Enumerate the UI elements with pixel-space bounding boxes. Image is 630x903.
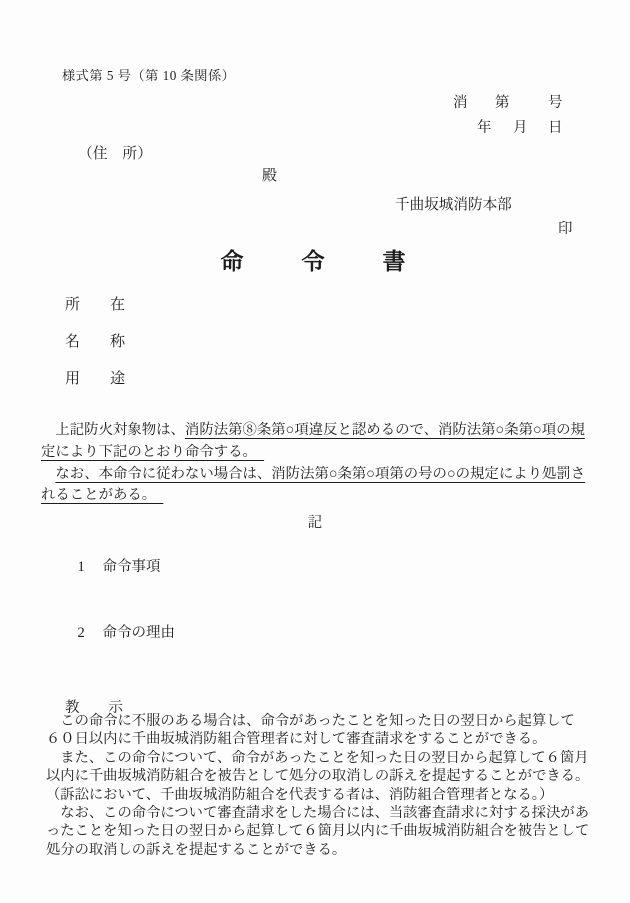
order-item-1 [63, 538, 161, 593]
statement-line [41, 485, 611, 507]
date-year-label: 年 [477, 120, 492, 136]
field-name-label: 名 称 [65, 334, 126, 350]
instruction-line: また、この命令について、命令があったことを知った日の翌日から起算して６箇月 [46, 749, 589, 766]
statement-plain-segment [41, 466, 55, 482]
instruction-line: （訴訟において、千曲坂城消防組合を代表する者は、消防組合管理者となる。） [46, 786, 554, 803]
instruction-line: なお、この命令について審査請求をした場合には、当該審査請求に対する採決があ [46, 805, 589, 822]
order-item-number: 1 [77, 559, 85, 575]
record-marker: 記 [307, 515, 323, 531]
order-item-label: 命令の理由 [102, 625, 175, 641]
date-day-label: 日 [548, 120, 563, 136]
order-statement [41, 420, 611, 507]
doc-number-suffix-label: 号 [548, 95, 563, 111]
seal-mark: 印 [558, 221, 573, 237]
address-label: （住 所） [78, 146, 152, 162]
date-line [0, 116, 630, 134]
instruction-heading: 教 示 [65, 700, 123, 716]
doc-number-dai-label: 第 [495, 95, 510, 111]
statement-underlined-segment: れることがある。 [41, 487, 164, 504]
order-item-2 [63, 604, 175, 659]
addressee-honorific: 殿 [262, 168, 278, 184]
field-usage-label: 用 途 [65, 371, 126, 387]
instruction-line: ６０日以内に千曲坂城消防組合管理者に対して審査請求をすることができる。 [46, 731, 547, 748]
statement-line [41, 442, 611, 464]
doc-number-prefix-label: 消 [453, 95, 468, 111]
order-item-label: 命令事項 [102, 559, 161, 575]
document-title: 命 令 書 [220, 249, 410, 274]
statement-line [41, 420, 611, 442]
document-number-line [0, 91, 630, 109]
order-item-number: 2 [77, 625, 85, 641]
form-number: 様式第 5 号（第 10 条関係） [62, 68, 236, 83]
instruction-paragraphs [46, 712, 616, 859]
statement-line [41, 464, 611, 486]
date-month-label: 月 [513, 120, 528, 136]
statement-underlined-segment: なお、本命令に従わない場合は、消防法第○条第○項第の号の○の規定により処罰さ [55, 465, 586, 482]
issuer-name: 千曲坂城消防本部 [395, 197, 512, 213]
instruction-line: 以内に千曲坂城消防組合を被告として処分の取消しの訴えを提起することができる。 [46, 768, 590, 785]
field-location-label: 所 在 [65, 297, 126, 313]
statement-underlined-segment: 定により下記のとおり命令する。 [41, 443, 265, 460]
instruction-line: この命令に不服のある場合は、命令があったことを知った日の翌日から起算して [46, 713, 575, 729]
instruction-line: 処分の取消しの訴えを提起することができる。 [46, 841, 347, 858]
statement-plain-segment: 上記防火対象物は、 [41, 422, 185, 438]
statement-underlined-segment: 消防法第⑧条第○項違反と認めるので、消防法第○条第○項の規 [184, 422, 585, 438]
instruction-line: ったことを知った日の翌日から起算して６箇月以内に千曲坂城消防組合を被告として [46, 823, 590, 840]
